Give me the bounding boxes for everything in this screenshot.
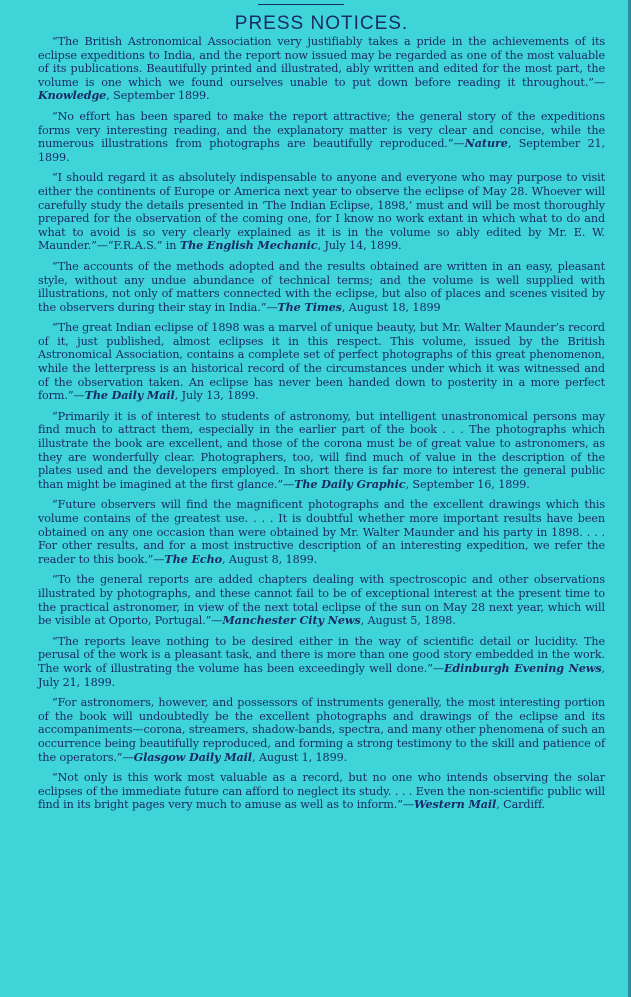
notice-date: , September 16, 1899. [405, 477, 530, 491]
notice-times [38, 260, 605, 314]
notice-date: , July 13, 1899. [174, 389, 259, 403]
notice-source: Western Mail [413, 797, 497, 812]
notice-knowledge [38, 35, 605, 103]
notice-manchester-city-news [38, 573, 605, 627]
top-rule [258, 4, 344, 5]
notice-text: “For astronomers, however, and possessors of instruments generally, the most interesting portion of the book will undoubtedly be the excellent photographs and drawings of the eclipse and its accompaniments—corona, streamers, shadow-bands, spectra, and many other phenomena of such an occurrence being beautifully reproduced, and forming a strong testimony to the skill and patience of the operators.”— [38, 696, 605, 764]
notice-source: The Daily Graphic [294, 476, 406, 491]
notice-text: “Primarily it is of interest to students of astronomy, but intelligent unastronomical persons may find much to attract them, especially in the earlier part of the book . . . The photographs which illustrate the book are excellent, and those of the corona must be of great value to astronomers, as they are wonderfully clear. Photographers, too, will find much of value in the description of the plates used and the developers employed. In short there is far more to interest the general public than might be imagined at the first glance.”— [38, 409, 605, 491]
notice-source: The Daily Mail [84, 388, 175, 403]
notice-date: , July 21, 1899. [38, 661, 606, 689]
notice-source: Edinburgh Evening News [443, 660, 602, 675]
notice-glasgow-daily-mail [38, 696, 605, 764]
notice-date: , Cardiff. [496, 798, 546, 812]
notice-english-mechanic [38, 171, 605, 253]
notice-date: , July 14, 1899. [317, 239, 402, 253]
notice-source: The Times [277, 299, 342, 314]
page-title: PRESS NOTICES. [234, 13, 409, 34]
notice-text: “The British Astronomical Association very justifiably takes a pride in the achievements of its eclipse expeditions to India, and the report now issued may be regarded as one of the most valuable of its publications. Beautifully printed and illustrated, ably written and edited for the most part, the volume is one which we found ourselves unable to put down before reading it throughout.”— [38, 35, 605, 89]
notice-date: , August 18, 1899 [341, 300, 441, 314]
notice-date: , August 8, 1899. [221, 552, 318, 566]
notice-source: The English Mechanic [179, 238, 318, 253]
notice-text: “Future observers will find the magnificent photographs and the excellent drawings which this volume contains of the greatest use. . . . It is doubtful whether more important results have been obtained on any one occasion than were obtained by Mr. Walter Maunder and his party in 1898. . . . For other results, and for a most instructive description of an interesting expedition, we refer the reader to this book.”— [38, 498, 605, 566]
notice-source: Manchester City News [222, 613, 361, 628]
notice-echo [38, 498, 605, 566]
notice-text: “No effort has been spared to make the report attractive; the general story of the expeditions forms very interesting reading, and the explanatory matter is very clear and concise, while the numerous illustrations from photographs are beautifully reproduced.”— [38, 109, 605, 151]
notice-text: “The great Indian eclipse of 1898 was a marvel of unique beauty, but Mr. Walter Maunder’s record of it, just published, almost eclipses it in this respect. This volume, issued by the British Astronomical Association, contains a complete set of perfect photographs of this great phenomenon, while the letterpress is an historical record of the circumstances under which it was witnessed and of the observation taken. An eclipse has never been handed down to posterity in a more perfect form.”— [38, 321, 605, 403]
notice-source: Glasgow Daily Mail [133, 749, 252, 764]
notice-text: “The accounts of the methods adopted and the results obtained are written in an easy, pleasant style, without any undue abundance of technical terms; and the volume is well supplied with illustrations, not only of matters connected with the eclipse, but also of places and scenes visited by the observers during their stay in India.”— [38, 259, 605, 314]
notice-text: “To the general reports are added chapters dealing with spectroscopic and other observations illustrated by photographs, and these cannot fail to be of exceptional interest at the present time to the practical astronomer, in view of the next total eclipse of the sun on May 28 next year, which will be visible at Oporto, Portugal.”— [38, 573, 605, 628]
notice-date: , August 5, 1898. [360, 614, 456, 628]
notice-date: , September 21, 1899. [38, 137, 606, 164]
notice-date: , August 1, 1899. [251, 750, 348, 764]
notice-text: “The reports leave nothing to be desired either in the way of scientific detail or lucidity. The perusal of the work is a pleasant task, and there is more than one good story embedded in the work. The work of illustrating the volume has been exceedingly well done.”— [38, 634, 605, 675]
notice-edinburgh-evening-news [38, 635, 605, 689]
notice-date: , September 1899. [106, 89, 210, 103]
notice-source: Nature [464, 136, 508, 151]
notice-nature [38, 110, 605, 164]
notice-daily-graphic [38, 410, 605, 492]
notice-western-mail [38, 771, 605, 812]
notice-source: Knowledge [38, 88, 107, 103]
notice-daily-mail [38, 321, 605, 403]
notice-text: “I should regard it as absolutely indispensable to anyone and everyone who may purpose to visit either the continents of Europe or America next year to observe the eclipse of May 28. Whoever will carefully study the details presented in ‘The Indian Eclipse, 1898,’ must and will be most thoroughly prepared for the observation of the coming one, for I know no work extant in which what to do and what to avoid is so very clearly explained as it is in the volume so ably edited by Mr. E. W. Maunder.”—“F.R.A.S.” in [38, 171, 605, 253]
notice-source: The Echo [164, 551, 222, 566]
notice-text: “Not only is this work most valuable as a record, but no one who intends observing the solar eclipses of the immediate future can afford to neglect its study. . . . Even the non-scientific public will find in its bright pages very much to amuse as well as to inform.”— [38, 771, 605, 812]
